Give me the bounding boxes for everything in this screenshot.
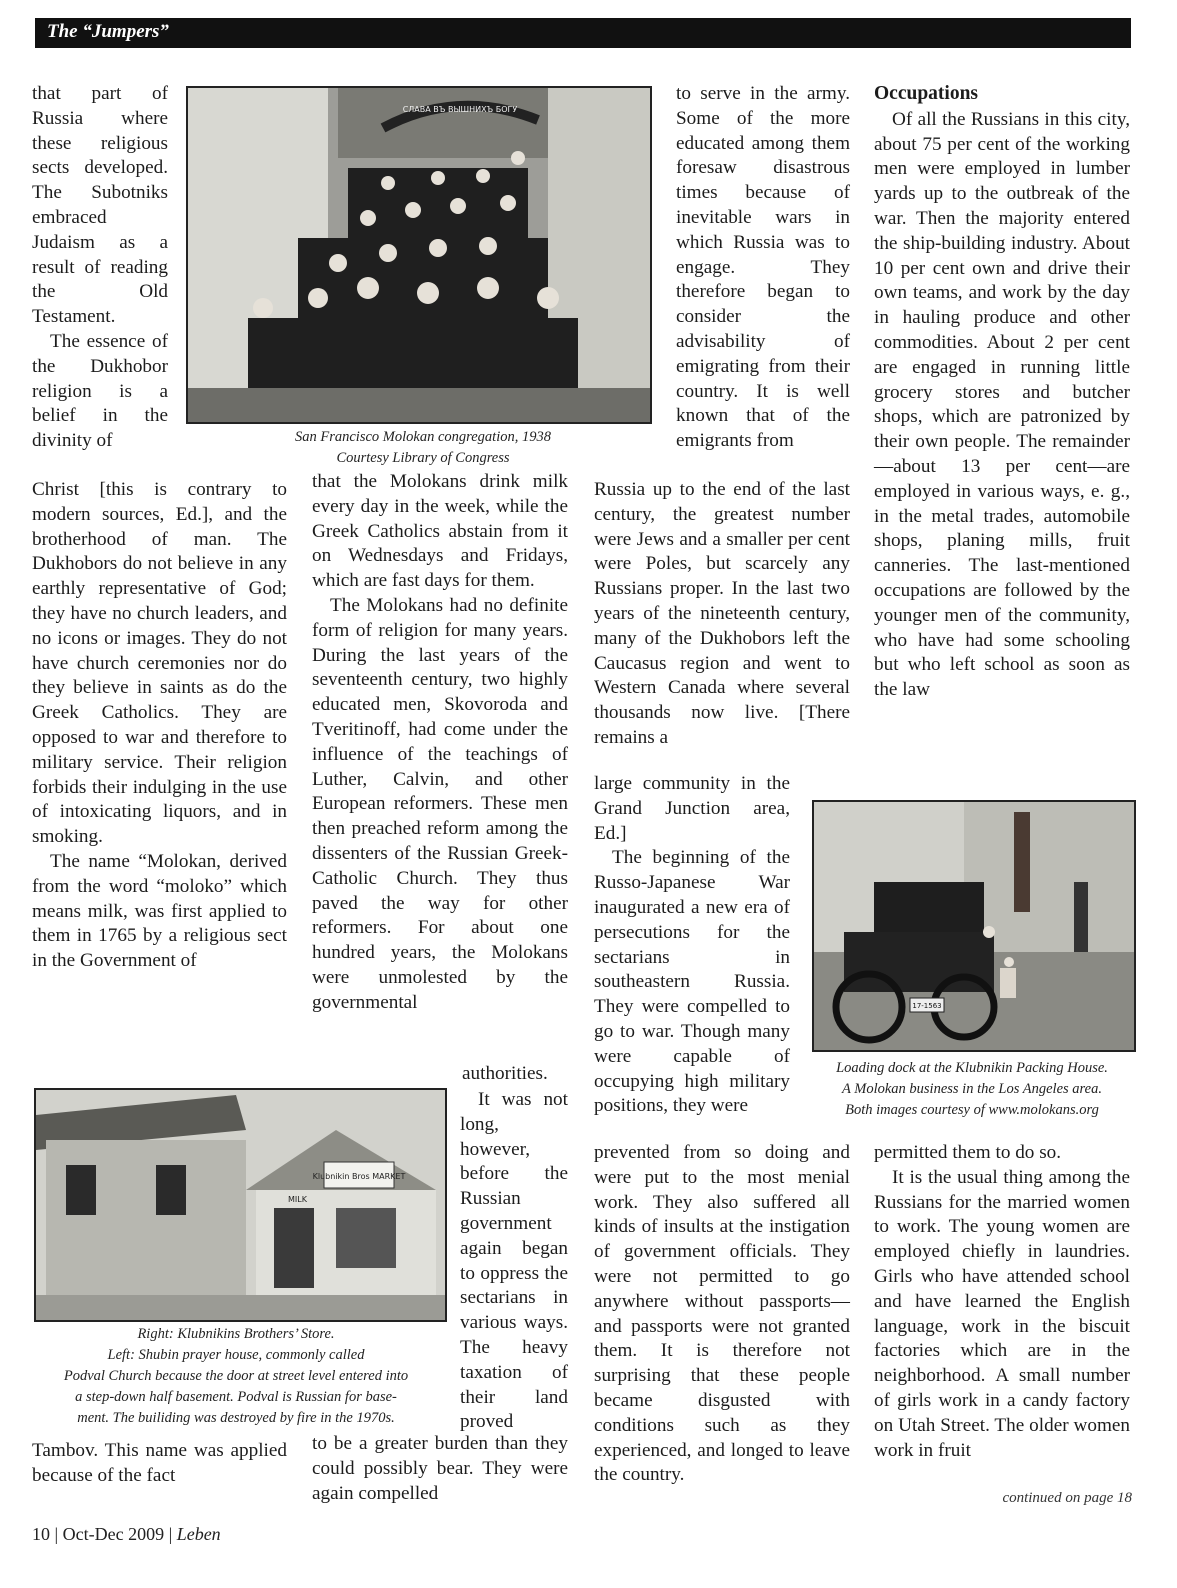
column-3-middle <box>594 478 850 751</box>
header-bar <box>35 18 1131 48</box>
caption-line: San Francisco Molokan congregation, 1938 <box>295 429 551 445</box>
paragraph: to be a greater burden than they could possibly bear. They were again compelled <box>312 1433 568 1504</box>
column-2-narrow <box>460 1088 568 1435</box>
paragraph: It was not long, however, before the Russian government again began to oppress the sectarians in various ways. The heavy taxation of their land proved <box>460 1089 568 1433</box>
caption-line: Courtesy Library of Congress <box>336 450 510 466</box>
page-footer: 10 | Oct-Dec 2009 | Leben <box>32 1524 221 1544</box>
column-2-top <box>312 470 568 1016</box>
caption-line: Both images courtesy of www.molokans.org <box>845 1102 1099 1118</box>
caption-line: Right: Klubnikins Brothers’ Store. <box>137 1326 335 1342</box>
paragraph: The beginning of the Russo-Japanese War inaugurated a new era of persecutions for the sectarians in southeastern Russia. They were compelled to go to war. Though many were capable of occupying high military positions, they were <box>594 847 790 1117</box>
section-title: The “Jumpers” <box>47 21 169 42</box>
column-2-bottom <box>312 1432 568 1506</box>
publication-name: Leben <box>176 1524 221 1544</box>
continued-note: continued on page 18 <box>1002 1490 1132 1506</box>
column-1-top <box>32 82 168 454</box>
paragraph: that part of Russia where these religious sects developed. The Subotniks embraced Judaism as a result of reading the Old Testament. <box>32 83 168 328</box>
congregation-photo <box>186 86 652 424</box>
svg-text:17-1563: 17-1563 <box>912 1002 942 1010</box>
column-4-top <box>874 82 1130 703</box>
paragraph: Christ [this is contrary to modern sources, Ed.], and the brotherhood of man. The Dukhobors do not believe in any earthly representative of God; they have no church leaders, and no icons or images. They do not have church ceremonies nor do they believe in saints as do the Greek Catholics. They are opposed to war and therefore to military service. Their religion forbids their indulging in the use of intoxicating liquors, and in smoking. <box>32 479 287 848</box>
loading-dock-caption <box>802 1058 1142 1121</box>
paragraph: The name “Molokan, derived from the word “moloko” which means milk, was first applied to them in 1765 by a religious sect in the Government of <box>32 850 287 972</box>
caption-line: A Molokan business in the Los Angeles area. <box>842 1081 1102 1097</box>
column-1-middle <box>32 478 287 974</box>
paragraph: It is the usual thing among the Russians for the married women to work. The young women are employed chiefly in laundries. Girls who have attended school and have learned the English language, work in the biscuit factories which are in the neighborhood. A small number of girls work in a candy factory on Utah Street. The older women work in fruit <box>874 1166 1130 1461</box>
loading-dock-image <box>814 802 1134 1050</box>
caption-line: Left: Shubin prayer house, commonly called <box>107 1347 365 1363</box>
column-2-authorities <box>462 1062 568 1087</box>
paragraph: to serve in the army. Some of the more educated among them foresaw disastrous times because of inevitable wars in which Russia was to engage. They therefore began to consider the advisability of emigrating from their country. It is well known that of the emigrants from <box>676 83 850 452</box>
paragraph: The essence of the Dukhobor religion is a belief in the divinity of <box>32 330 168 452</box>
paragraph: Of all the Russians in this city, about 75 per cent of the working men were employed in lumber yards up to the outbreak of the war. Then the majority entered the ship-building industry. About 10 per cent own and drive their own teams, and work by the day in hauling produce and other commodities. About 2 per cent are engaged in running little grocery stores and butcher shops, which are patronized by their own people. The remainder—about 13 per cent—are employed in various ways, e. g., in the metal trades, automobile shops, planing mills, fruit canneries. The last-mentioned occupations are followed by the younger men of the community, who have had some schooling but who left school as soon as the law <box>874 108 1130 701</box>
svg-text:MILK: MILK <box>288 1195 307 1204</box>
paragraph: large community in the Grand Junction area, Ed.] <box>594 773 790 844</box>
paragraph: permitted them to do so. <box>874 1142 1062 1163</box>
column-1-bottom <box>32 1439 287 1489</box>
column-3-narrow <box>594 772 790 1119</box>
svg-text:СЛАВА ВЪ ВЫШНИХЪ БОГУ: СЛАВА ВЪ ВЫШНИХЪ БОГУ <box>402 105 518 114</box>
caption-line: Loading dock at the Klubnikin Packing House. <box>836 1060 1108 1076</box>
paragraph: that the Molokans drink milk every day in the week, while the Greek Catholics abstain from it on Wednesdays and Fridays, which are fast days for them. <box>312 471 568 592</box>
caption-line: ment. The builiding was destroyed by fire in the 1970s. <box>77 1410 395 1426</box>
caption-line: Podval Church because the door at street level entered into <box>63 1368 409 1384</box>
paragraph: prevented from so doing and were put to the most menial work. They also suffered all kinds of insults at the instigation of government officials. They were not permitted to go anywhere without passports—and passports were not granted them. It is therefore not surprising that these people became disgusted with conditions such as they experienced, and longed to leave the country. <box>594 1142 850 1486</box>
paragraph: authorities. <box>462 1063 548 1084</box>
issue-date: Oct-Dec 2009 <box>62 1524 165 1544</box>
paragraph: Russia up to the end of the last century, the greatest number were Jews and a smaller per cent were Poles, but scarcely any Russians proper. In the last two years of the nineteenth century, many of the Dukhobors left the Caucasus region and went to Western Canada where several thousands now live. [There remains a <box>594 479 850 748</box>
loading-dock-photo <box>812 800 1136 1052</box>
svg-text:Klubnikin Bros MARKET: Klubnikin Bros MARKET <box>312 1172 406 1181</box>
column-3-bottom <box>594 1141 850 1488</box>
caption-line: a step-down half basement. Podval is Russian for base- <box>75 1389 397 1405</box>
paragraph: Tambov. This name was applied because of the fact <box>32 1440 287 1486</box>
store-image <box>36 1090 445 1320</box>
section-heading: Occupations <box>874 83 979 104</box>
congregation-image <box>188 88 650 422</box>
store-photo <box>34 1088 447 1322</box>
congregation-caption <box>246 427 600 469</box>
store-caption <box>30 1324 442 1429</box>
column-3-top <box>676 82 850 454</box>
column-4-bottom <box>874 1141 1130 1463</box>
page-number: 10 <box>32 1524 50 1544</box>
paragraph: The Molokans had no definite form of religion for many years. During the last years of the seventeenth century, two highly educated men, Skovoroda and Tveritinoff, had come under the influence of the teachings of Luther, Calvin, and other European reformers. These men then preached reform among the dissenters of the Russian Greek-Catholic Church. They thus paved the way for other reformers. For about one hundred years, the Molokans were unmolested by the governmental <box>312 594 568 1013</box>
